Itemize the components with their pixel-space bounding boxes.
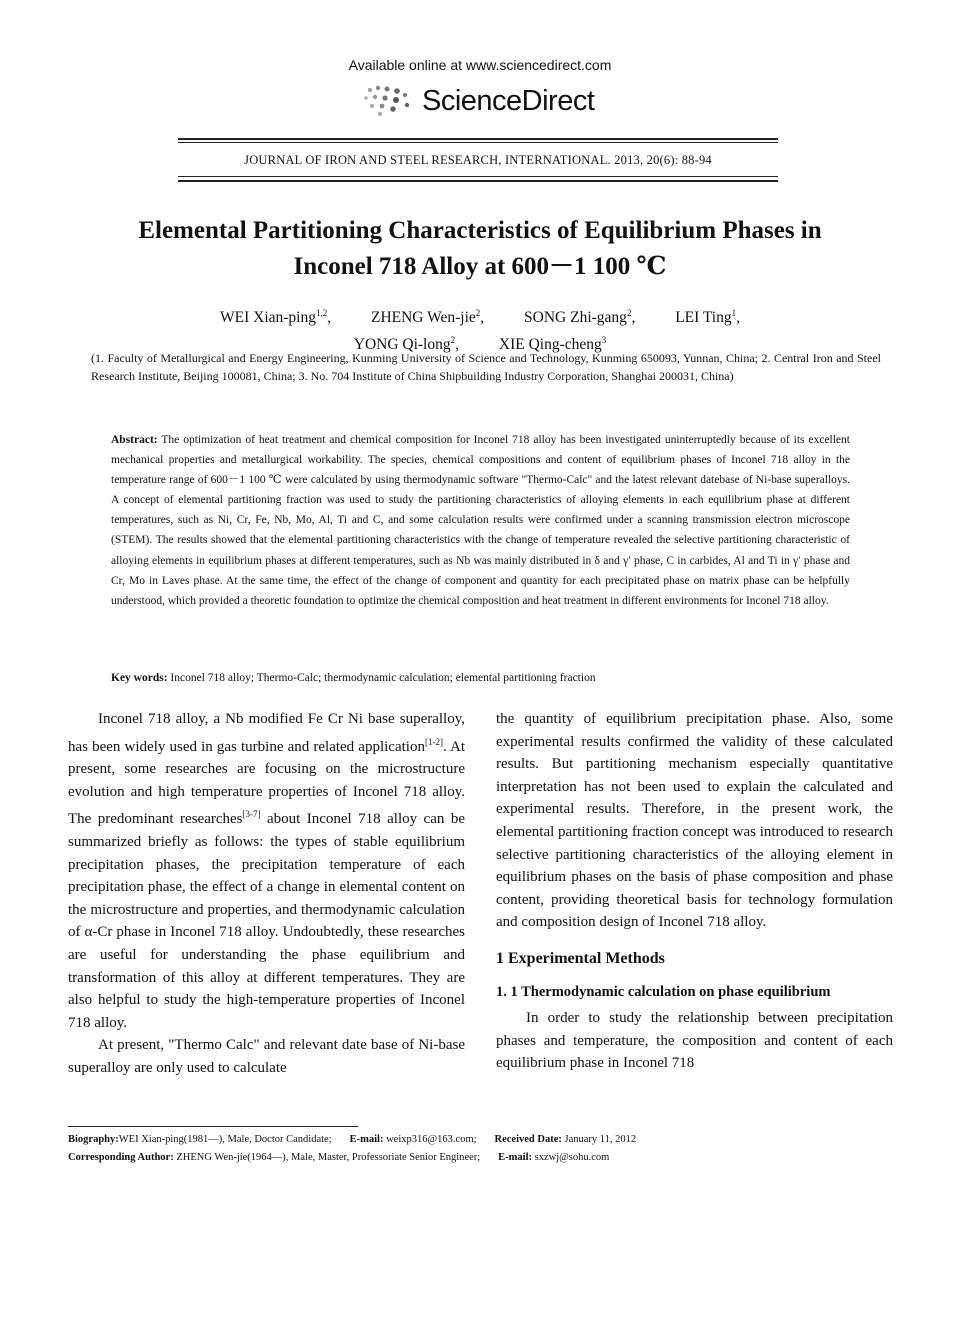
- body-column-right: [496, 708, 893, 1075]
- author: WEI Xian-ping$^{1,2}$,: [220, 308, 332, 327]
- footnote-biography: Biography:WEI Xian-ping(1981—), Male, Doctor Candidate; E-mail: weixp316@163.com; Received Date: January 11, 2012: [68, 1134, 637, 1145]
- paper-title-line1: Elemental Partitioning Characteristics of Equilibrium Phases in: [138, 217, 822, 244]
- author: SONG Zhi-gang$^2$,: [524, 308, 636, 327]
- citation: [1-2]: [424, 736, 443, 747]
- paper-title-line2: Inconel 718 Alloy at 600－1 100 ℃: [293, 253, 667, 280]
- header-top-rule-thin: [178, 142, 778, 143]
- author: XIE Qing-cheng$^3$: [498, 335, 607, 354]
- abstract-text: The optimization of heat treatment and chemical composition for Inconel 718 alloy has been investigated uninterruptedly because of its excellent mechanical properties and metallurgical workability. The species, chemical compositions and content of equilibrium phases of Inconel 718 alloy in the temperature range of 600－1 100 ℃ were calculated by using thermodynamic software "Thermo-Calc" and the latest relevant datebase of Ni-base superalloys. A concept of elemental partitioning fraction was used to study the partitioning characteristics of alloying elements in each equilibrium phase at different temperatures, such as Ni, Cr, Fe, Nb, Mo, Al, Ti and C, and some calculation results were confirmed under a scanning transmission electron microscope (STEM). The results showed that the elemental partitioning characteristics with the change of temperature revealed the selective partitioning characteristic of alloying elements in equilibrium phases at different temperatures, such as Nb was mainly distributed in δ and γ′ phase, C in carbides, Al and Ti in γ′ phase and Cr, Mo in Laves phase. At the same time, the effect of the change of component and quantity for each precipitated phase on matrix phase can be helpfully understood, which provided a theoretic foundation to optimize the chemical composition and heat treatment in different environments for Inconel 718 alloy.: [111, 434, 850, 607]
- abstract-label: Abstract:: [111, 434, 158, 446]
- available-online-line: Available online at www.sciencedirect.com: [348, 57, 612, 73]
- footnote-corresponding-author: Corresponding Author: ZHENG Wen-jie(1964—), Male, Master, Professoriate Senior Engineer; E-mail: sxzwj@sohu.com: [68, 1152, 610, 1163]
- journal-line: JOURNAL OF IRON AND STEEL RESEARCH, INTERNATIONAL. 2013, 20(6): 88-94: [244, 153, 712, 167]
- footnote-rule: [68, 1126, 358, 1127]
- author: YONG Qi-long$^2$,: [353, 335, 459, 354]
- author: LEI Ting$^1$,: [675, 308, 740, 327]
- header-bottom-rule: [178, 180, 778, 182]
- author-row-1: [60, 302, 900, 329]
- abstract: [111, 430, 850, 611]
- keywords: [111, 668, 850, 688]
- body-paragraph: the quantity of equilibrium precipitation phase. Also, some experimental results confirmed the validity of these calculated results. But partitioning mechanism especially quantitative interpretation has not been used to explain the calculated and experimental results. Therefore, in the present work, the elemental partitioning fraction concept was introduced to research selective partitioning characteristics of the alloying element in equilibrium phases on the basis of phase composition and phase content, providing theoretical basis for technology formulation and composition design of Inconel 718 alloy.: [496, 711, 893, 931]
- sciencedirect-logo: [360, 82, 620, 122]
- keywords-text: Inconel 718 alloy; Thermo-Calc; thermodynamic calculation; elemental partitioning fraction: [170, 672, 596, 684]
- body-paragraph: At present, "Thermo Calc" and relevant date base of Ni-base superalloy are only used to calculate: [68, 1037, 465, 1076]
- body-paragraph: Inconel 718 alloy, a Nb modified Fe Cr Ni base superalloy, has been widely used in gas turbine and related application[1-2]. At present, some researches are focusing on the microstructure evolution and high temperature properties of Inconel 718 alloy. The predominant researches[3-7] about Inconel 718 alloy can be summarized briefly as follows: the types of stable equilibrium precipitation phases, the precipitation temperature of each precipitation phase, the effect of a change in elemental content on the microstructure and properties, and thermodynamic calculation of α-Cr phase in Inconel 718 alloy. Undoubtedly, these researches are useful for understanding the phase equilibrium and transformation of this alloy at different temperatures. They are also helpful to study the high-temperature properties of Inconel 718 alloy.: [68, 711, 465, 1031]
- section-heading: 1 Experimental Methods: [496, 949, 665, 967]
- paper-title: [60, 213, 900, 285]
- keywords-label: Key words:: [111, 672, 168, 684]
- sciencedirect-logo-text: ScienceDirect: [422, 85, 595, 117]
- body-paragraph: In order to study the relationship between precipitation phases and temperature, the composition and content of each equilibrium phase in Inconel 718: [496, 1010, 893, 1072]
- affiliations: (1. Faculty of Metallurgical and Energy Engineering, Kunming University of Science and Technology, Kunming 650093, Yunnan, China; 2. Central Iron and Steel Research Institute, Beijing 100081, China; 3. No. 704 Institute of China Shipbuilding Industry Corporation, Shanghai 200031, China): [91, 351, 881, 383]
- author: ZHENG Wen-jie$^2$,: [370, 308, 485, 327]
- citation: [3-7]: [242, 809, 261, 820]
- header-bottom-rule-thin: [178, 176, 778, 177]
- subsection-heading: 1. 1 Thermodynamic calculation on phase equilibrium: [496, 983, 831, 1000]
- sciencedirect-dots-icon: [360, 82, 420, 122]
- header-top-rule: [178, 138, 778, 140]
- body-column-left: [68, 708, 465, 1080]
